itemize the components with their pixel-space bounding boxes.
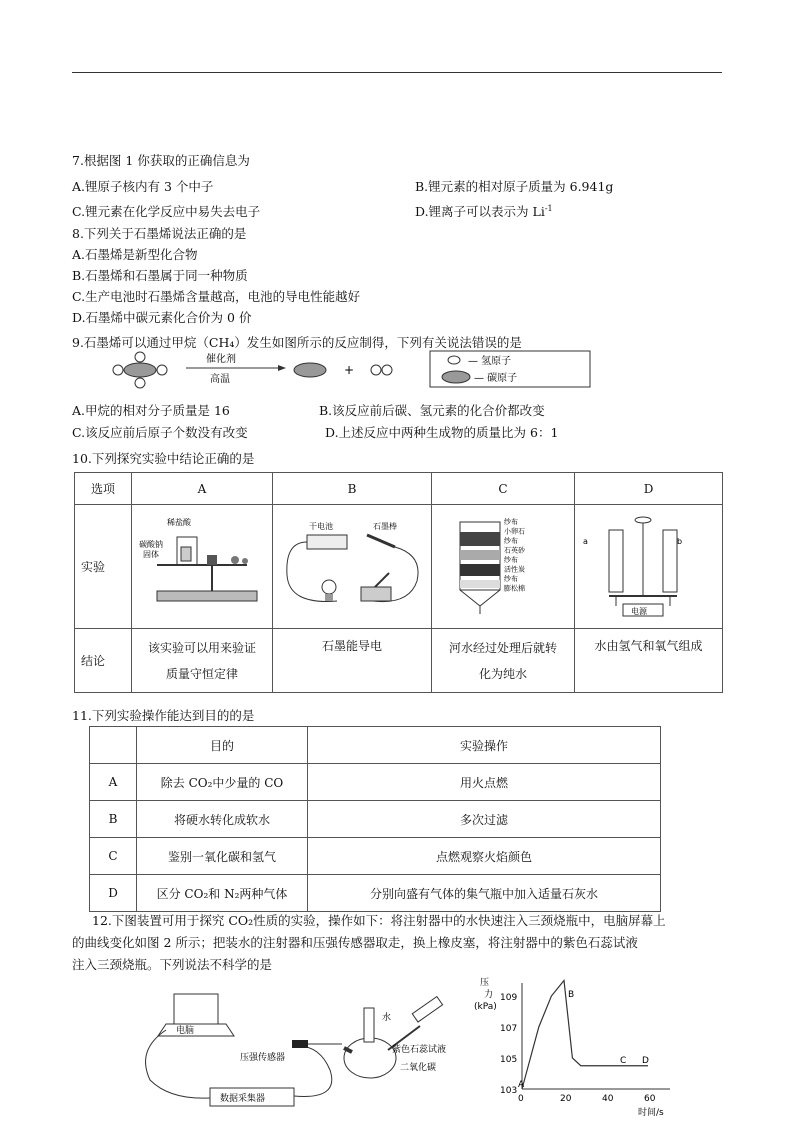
q9-option-b: B.该反应前后碳、氢元素的化合价都改变 [319, 403, 545, 418]
q9-stem: 9.石墨烯可以通过甲烷（CH₄）发生如图所示的反应制得，下列有关说法错误的是 [72, 335, 522, 350]
q9-reaction-diagram [98, 350, 598, 390]
svg-text:石墨棒: 石墨棒 [373, 522, 397, 531]
q12-line-3: 注入三颈烧瓶。下列说法不科学的是 [72, 957, 273, 972]
x-tick-label: 0 [518, 1094, 524, 1104]
filter-layer-label: 纱布 [504, 556, 518, 564]
x-tick-label: 20 [560, 1094, 572, 1104]
filter-layer-label: 膨松棉 [504, 584, 525, 593]
table-row: C 鉴别一氧化碳和氢气 点燃观察火焰颜色 [90, 838, 661, 875]
q10-header-b: B [273, 473, 432, 505]
condition-top: 催化剂 [206, 354, 236, 365]
y-tick-label: 103 [500, 1086, 518, 1096]
q12-line-1: 12.下图装置可用于探究 CO₂性质的实验，操作如下：将注射器中的水快速注入三颈烧瓶中，电脑屏幕上 [92, 913, 666, 928]
filter-layer-label: 小卵石 [504, 527, 525, 536]
litmus-label: 紫色石蕊试液 [392, 1045, 447, 1055]
q10-fig-d [575, 505, 723, 629]
svg-text:压: 压 [480, 978, 490, 988]
q7-option-d: D.锂离子可以表示为 $Li^{-1}$ [415, 203, 553, 219]
point-d: D [642, 1056, 649, 1066]
svg-text:干电池: 干电池 [309, 522, 333, 531]
q10-row-experiment: 实验 [75, 505, 132, 629]
q7-option-c: C.锂元素在化学反应中易失去电子 [72, 204, 261, 219]
hydrogen-product [371, 365, 392, 375]
pressure-curve [522, 981, 648, 1090]
q10-header-c: C [432, 473, 575, 505]
q11-header-operation: 实验操作 [308, 727, 661, 764]
table-row: B 将硬水转化成软水 多次过滤 [90, 801, 661, 838]
point-c: C [620, 1056, 627, 1066]
carbon-product [294, 363, 326, 377]
q10-fig-c [432, 505, 575, 629]
svg-text:电源: 电源 [630, 607, 647, 616]
q7-option-b: B.锂元素的相对原子质量为 6.941g [415, 179, 614, 194]
legend-hydrogen: — 氢原子 [468, 356, 512, 367]
condition-bottom: 高温 [210, 374, 230, 385]
svg-text:数据采集器: 数据采集器 [220, 1094, 266, 1104]
svg-text:a: a [582, 537, 588, 546]
water-label: 水 [382, 1013, 392, 1023]
filter-layer-label: 纱布 [504, 537, 518, 545]
q10-conclusion-d: 水由氢气和氧气组成 [575, 629, 723, 693]
q8-option-c: C.生产电池时石墨烯含量越高，电池的导电性能越好 [72, 289, 361, 304]
table-row: D 区分 CO₂和 N₂两种气体 分别向盛有气体的集气瓶中加入适量石灰水 [90, 875, 661, 912]
q7-stem: 7.根据图 1 你获取的正确信息为 [72, 153, 250, 168]
pressure-sensor [292, 1040, 308, 1048]
x-tick-label: 60 [644, 1094, 656, 1104]
svg-text:b: b [676, 537, 682, 546]
x-tick-label: 40 [602, 1094, 614, 1104]
co2-label: 二氧化碳 [400, 1063, 437, 1073]
circuit-figure [277, 515, 427, 615]
q10-header-d: D [575, 473, 723, 505]
q9-option-d: D.上述反应中两种生成物的质量比为 6：1 [325, 425, 559, 440]
q10-conclusion-b: 石墨能导电 [273, 629, 432, 693]
q10-header-label: 选项 [75, 473, 132, 505]
legend-carbon: — 碳原子 [474, 373, 518, 384]
y-tick-label: 109 [500, 993, 518, 1003]
balance-apparatus-figure [137, 515, 267, 615]
q7-option-a: A.锂原子核内有 3 个中子 [72, 179, 214, 194]
q9-option-a: A.甲烷的相对分子质量是 16 [72, 403, 230, 418]
filter-layer-label: 纱布 [504, 518, 518, 526]
q8-option-b: B.石墨烯和石墨属于同一种物质 [72, 268, 248, 283]
computer-icon [158, 994, 234, 1036]
q8-option-a: A.石墨烯是新型化合物 [72, 247, 198, 262]
methane-molecule [113, 352, 167, 388]
q8-option-d: D.石墨烯中碳元素化合价为 0 价 [72, 310, 252, 325]
y-tick-label: 107 [500, 1024, 518, 1034]
sensor-label: 压强传感器 [240, 1053, 286, 1063]
q12-line-2: 的曲线变化如图 2 所示；把装水的注射器和压强传感器取走，换上橡皮塞，将注射器中的紫色石蕊试液 [72, 935, 638, 950]
y-tick-label: 105 [500, 1055, 518, 1065]
svg-text:稀盐酸: 稀盐酸 [167, 518, 191, 527]
svg-text:+: + [344, 363, 355, 377]
q10-row-conclusion: 结论 [75, 629, 132, 693]
svg-text:(kPa): (kPa) [474, 1002, 497, 1012]
q10-fig-b [273, 505, 432, 629]
water-filter-figure [438, 510, 568, 620]
filter-layer-label: 石英砂 [504, 546, 525, 555]
filter-layer-label: 纱布 [504, 575, 518, 583]
q12-apparatus-figure [130, 990, 470, 1120]
q11-header-goal: 目的 [137, 727, 308, 764]
svg-text:电脑: 电脑 [176, 1026, 195, 1036]
x-axis-label: 时间/s [638, 1108, 664, 1118]
q10-stem: 10.下列探究实验中结论正确的是 [72, 451, 255, 466]
q11-stem: 11.下列实验操作能达到目的的是 [72, 708, 255, 723]
svg-text:固体: 固体 [143, 550, 159, 559]
q9-option-c: C.该反应前后原子个数没有改变 [72, 425, 248, 440]
header-rule [72, 72, 722, 73]
table-row: A 除去 CO₂中少量的 CO 用火点燃 [90, 764, 661, 801]
point-b: B [568, 990, 575, 1000]
q10-header-a: A [132, 473, 273, 505]
svg-text:力: 力 [484, 990, 494, 1000]
q11-table [89, 726, 661, 912]
point-a: A [518, 1080, 525, 1090]
q10-conclusion-c: 河水经过处理后就转化为纯水 [432, 629, 575, 693]
q12-pressure-chart [470, 975, 680, 1120]
q10-table [74, 472, 723, 693]
q10-conclusion-a: 该实验可以用来验证质量守恒定律 [132, 629, 273, 693]
q10-fig-a [132, 505, 273, 629]
electrolysis-figure [579, 510, 719, 620]
q8-stem: 8.下列关于石墨烯说法正确的是 [72, 226, 247, 241]
filter-layer-label: 活性炭 [504, 565, 525, 574]
svg-text:碳酸钠: 碳酸钠 [139, 540, 163, 549]
